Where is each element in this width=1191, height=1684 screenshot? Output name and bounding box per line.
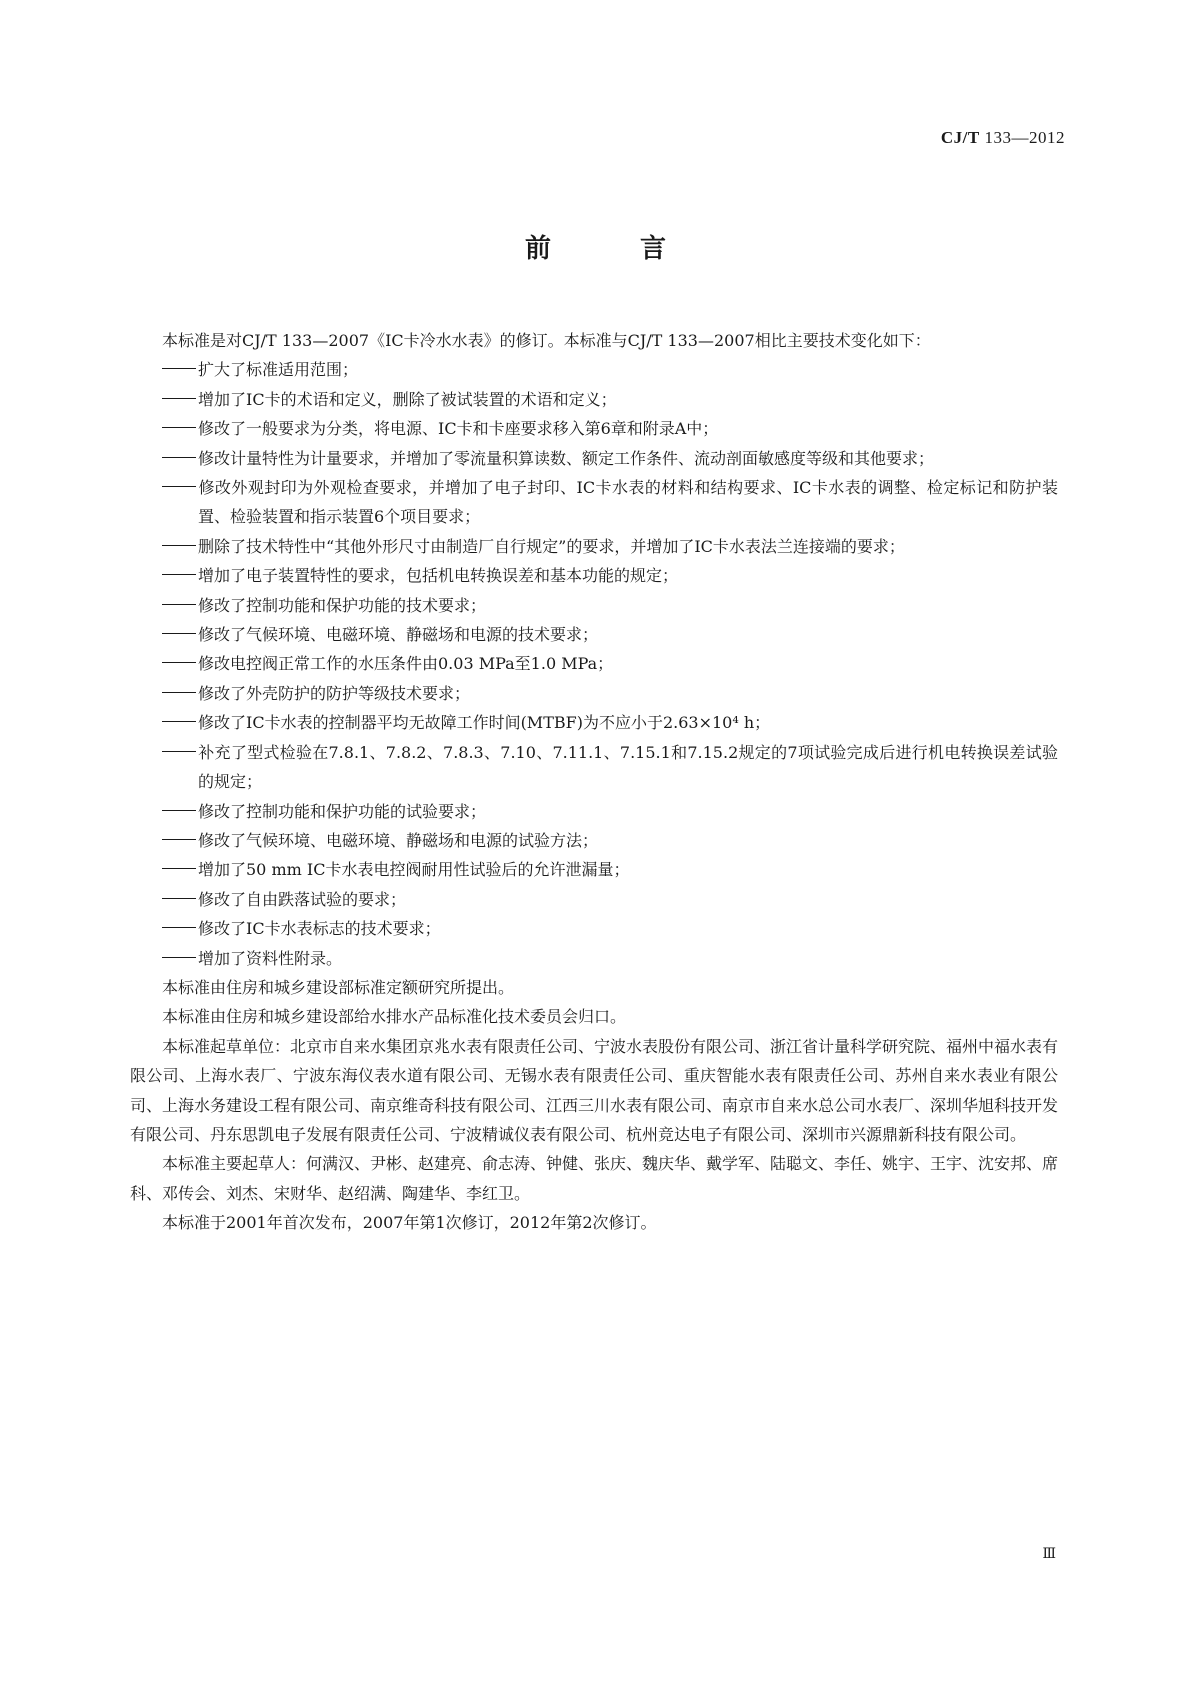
change-item-text: 修改了控制功能和保护功能的技术要求； xyxy=(198,595,487,615)
change-item xyxy=(130,855,1058,884)
change-item-text: 修改了控制功能和保护功能的试验要求； xyxy=(198,801,487,821)
dash-marker xyxy=(162,444,198,473)
page-title: 前 言 xyxy=(524,234,707,264)
proposed-by-paragraph: 本标准由住房和城乡建设部标准定额研究所提出。 xyxy=(162,977,515,997)
dash-marker xyxy=(162,679,198,708)
change-item xyxy=(130,826,1058,855)
drafting-units-paragraph: 本标准起草单位：北京市自来水集团京兆水表有限责任公司、宁波水表股份有限公司、浙江省计量科学研究院、福州中福水表有限公司、上海水表厂、宁波东海仪表水道有限公司、无锡水表有限责任公司、重庆智能水表有限责任公司、苏州自来水表业有限公司、上海水务建设工程有限公司、南京维奇科技有限公司、江西三川水表有限公司、南京市自来水总公司水表厂、深圳华旭科技开发有限公司、丹东思凯电子发展有限责任公司、宁波精诚仪表有限公司、杭州竞达电子有限公司、深圳市兴源鼎新科技有限公司。 xyxy=(130,1036,1059,1144)
page-number: Ⅲ xyxy=(1042,1547,1056,1562)
dash-marker xyxy=(162,591,198,620)
dash-marker xyxy=(162,944,198,973)
dash-marker xyxy=(162,561,198,590)
change-item xyxy=(130,473,1058,532)
change-item xyxy=(130,738,1058,797)
change-item-text: 删除了技术特性中“其他外形尺寸由制造厂自行规定”的要求，并增加了IC卡水表法兰连接端的要求； xyxy=(198,536,905,556)
change-item-text: 扩大了标准适用范围； xyxy=(198,360,359,380)
dash-marker xyxy=(162,855,198,884)
change-item xyxy=(130,797,1058,826)
intro-paragraph: 本标准是对CJ/T 133—2007《IC卡冷水水表》的修订。本标准与CJ/T 133—2007相比主要技术变化如下： xyxy=(162,331,931,350)
dash-marker xyxy=(162,797,198,826)
change-item xyxy=(130,885,1058,914)
dash-marker xyxy=(162,385,198,414)
managed-by-paragraph: 本标准由住房和城乡建设部给水排水产品标准化技术委员会归口。 xyxy=(162,1007,627,1027)
change-item xyxy=(130,561,1058,590)
change-item-text: 修改了IC卡水表的控制器平均无故障工作时间(MTBF)为不应小于2.63×10⁴ h； xyxy=(198,713,771,733)
change-item-text: 修改了IC卡水表标志的技术要求； xyxy=(198,919,441,939)
change-item-text: 修改了气候环境、电磁环境、静磁场和电源的试验方法； xyxy=(198,830,599,850)
change-item-text: 增加了电子装置特性的要求，包括机电转换误差和基本功能的规定； xyxy=(198,566,679,586)
change-item xyxy=(130,708,1058,737)
change-item xyxy=(130,532,1058,561)
change-item-text: 补充了型式检验在7.8.1、7.8.2、7.8.3、7.10、7.11.1、7.15.1和7.15.2规定的7项试验完成后进行机电转换误差试验的规定； xyxy=(198,742,1058,792)
dash-marker xyxy=(162,355,198,384)
dash-marker xyxy=(162,708,198,737)
change-item-text: 增加了50 mm IC卡水表电控阀耐用性试验后的允许泄漏量； xyxy=(198,860,630,880)
change-item-text: 修改外观封印为外观检查要求，并增加了电子封印、IC卡水表的材料和结构要求、IC卡水表的调整、检定标记和防护装置、检验装置和指示装置6个项目要求； xyxy=(198,478,1058,527)
change-item-text: 修改了自由跌落试验的要求； xyxy=(198,889,407,909)
dash-marker xyxy=(162,649,198,678)
change-item xyxy=(130,385,1058,414)
change-item-text: 增加了IC卡的术语和定义，删除了被试装置的术语和定义； xyxy=(198,389,617,409)
dash-marker xyxy=(162,826,198,855)
change-item xyxy=(130,944,1058,973)
change-item-text: 修改计量特性为计量要求，并增加了零流量积算读数、额定工作条件、流动剖面敏感度等级和其他要求； xyxy=(198,448,935,468)
change-item-text: 修改电控阀正常工作的水压条件由0.03 MPa至1.0 MPa； xyxy=(198,654,614,674)
standard-code xyxy=(941,128,1065,148)
dash-marker xyxy=(162,914,198,943)
dash-marker xyxy=(162,885,198,914)
change-item xyxy=(130,914,1058,943)
change-item xyxy=(130,679,1058,708)
history-paragraph: 本标准于2001年首次发布，2007年第1次修订，2012年第2次修订。 xyxy=(162,1213,657,1233)
change-item xyxy=(130,649,1058,678)
dash-marker xyxy=(162,620,198,649)
change-item xyxy=(130,444,1058,473)
dash-marker xyxy=(162,414,198,443)
dash-marker xyxy=(162,738,198,767)
dash-marker xyxy=(162,473,198,502)
standard-code-number: 133—2012 xyxy=(984,128,1065,147)
dash-marker xyxy=(162,532,198,561)
change-item xyxy=(130,355,1058,384)
changes-list xyxy=(130,355,1058,973)
change-item-text: 修改了外壳防护的防护等级技术要求； xyxy=(198,683,471,703)
change-item-text: 增加了资料性附录。 xyxy=(198,948,343,968)
change-item-text: 修改了气候环境、电磁环境、静磁场和电源的技术要求； xyxy=(198,625,599,645)
standard-code-prefix: CJ/T xyxy=(940,128,980,147)
change-item xyxy=(130,414,1058,443)
change-item xyxy=(130,620,1058,649)
drafters-paragraph: 本标准主要起草人：何满汉、尹彬、赵建亮、俞志涛、钟健、张庆、魏庆华、戴学军、陆聪文、李任、姚宇、王宇、沈安邦、席科、邓传会、刘杰、宋财华、赵绍满、陶建华、李红卫。 xyxy=(130,1154,1059,1203)
foreword-body xyxy=(130,326,1058,1238)
change-item-text: 修改了一般要求为分类，将电源、IC卡和卡座要求移入第6章和附录A中； xyxy=(198,419,719,439)
change-item xyxy=(130,591,1058,620)
